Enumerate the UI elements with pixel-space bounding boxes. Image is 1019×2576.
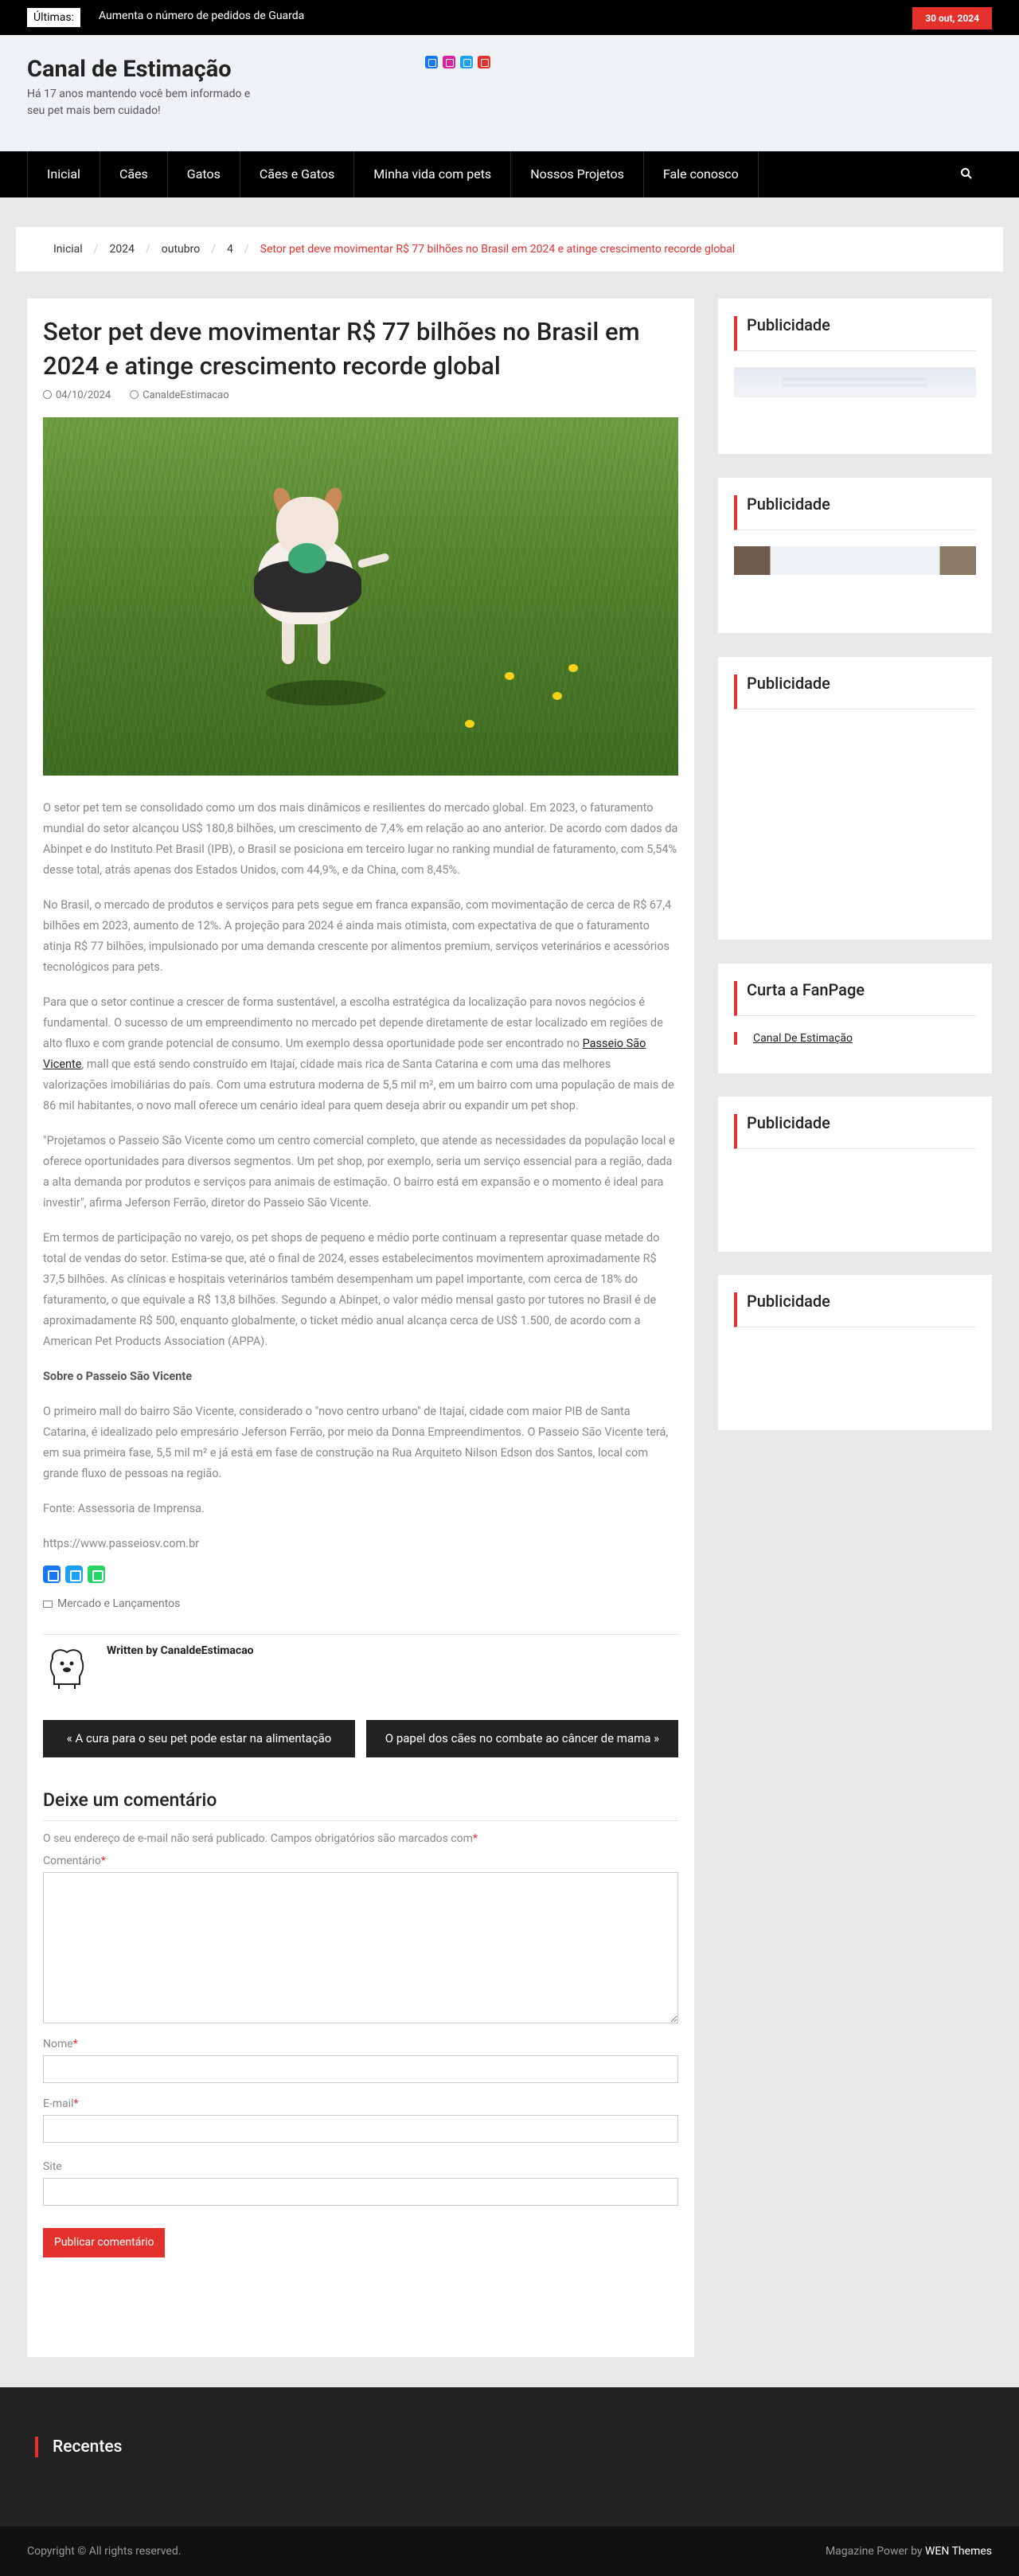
post-content (43, 798, 678, 1554)
folder-icon (43, 1601, 53, 1608)
site-label: Site (43, 2160, 62, 2173)
facebook-share-icon[interactable] (43, 1566, 61, 1583)
footer (0, 2387, 1019, 2527)
source-text: Fonte: Assessoria de Imprensa. (43, 1502, 205, 1515)
ad-banner[interactable] (734, 367, 976, 397)
post-title: Setor pet deve movimentar R$ 77 bilhões no Brasil em 2024 e atinge crescimento recorde global (43, 317, 640, 381)
twitter-icon[interactable] (460, 56, 473, 68)
nav-item-caes[interactable]: Cães (100, 151, 168, 197)
ad-widget-4 (718, 1096, 992, 1252)
ad-widget-5 (718, 1275, 992, 1430)
article-card (27, 299, 694, 2357)
sub-footer (0, 2527, 1019, 2576)
paragraph: O primeiro mall do bairro São Vicente, considerado o "novo centro urbano" de Itajaí, cidade com maior PIB de Santa Catarina, é idealizado pelo empresário Jeferson Ferrão, por meio da Donna Empreendimentos. O Passeio São Vicente terá, em sua primeira fase, 5,5 mil m² e já está em fase de construção na Rua Arquiteto Nilson Edson dos Santos, local com grande fluxo de pessoas na região. (43, 1405, 669, 1480)
ad-banner[interactable] (734, 546, 976, 575)
widget-title: Publicidade (734, 674, 976, 709)
author-box (43, 1634, 678, 1714)
social-links (425, 56, 490, 68)
source-url: https://www.passeiosv.com.br (43, 1537, 200, 1550)
paragraph: O setor pet tem se consolidado como um dos mais dinâmicos e resilientes do mercado global. Em 2023, o faturamento mundial do setor alcançou US$ 180,8 bilhões, um crescimento de 7,4% em relação ao ano anterior. De acordo com dados da Abinpet e do Instituto Pet Brasil (IPB), o Brasil se posiciona em terceiro lugar no ranking mundial de faturamento, com 5,54% desse total, atrás apenas dos Estados Unidos, com 44,9%, e da China, com 8,45%. (43, 801, 678, 877)
avatar (43, 1644, 91, 1692)
name-field[interactable] (43, 2055, 678, 2083)
search-icon[interactable] (960, 167, 973, 180)
paragraph: No Brasil, o mercado de produtos e serviços para pets segue em franca expansão, com movimentação de cerca de R$ 67,4 bilhões em 2023, aumento de 12%. A projeção para 2024 é ainda mais otimista, com expectativa de que o faturamento atinja R$ 77 bilhões, impulsionado por uma demanda crescente por alimentos premium, serviços veterinários e acessórios tecnológicos para pets. (43, 898, 672, 974)
breadcrumb-month[interactable]: outubro (161, 243, 201, 256)
fanpage-widget (718, 964, 992, 1073)
twitter-share-icon[interactable] (65, 1566, 83, 1583)
comment-label: Comentário* (43, 1855, 106, 1867)
name-label: Nome* (43, 2038, 78, 2050)
comment-textarea[interactable] (43, 1872, 678, 2023)
breadcrumb-current: Setor pet deve movimentar R$ 77 bilhões no Brasil em 2024 e atinge crescimento recorde global (260, 243, 736, 256)
nav-item-inicial[interactable]: Inicial (27, 151, 100, 197)
whatsapp-share-icon[interactable] (88, 1566, 105, 1583)
comments-title: Deixe um comentário (43, 1789, 678, 1821)
paragraph: "Projetamos o Passeio São Vicente como um centro comercial completo, que atende as necessidades da população local e oferece oportunidades para diversos segmentos. Um pet shop, por exemplo, seria um serviço essencial para a região, dada a alta demanda por produtos e serviços para animais de estimação. O bairro está em expansão e o momento é ideal para investir", afirma Jeferson Ferrão, diretor do Passeio São Vicente. (43, 1134, 675, 1210)
paragraph: Para que o setor continue a crescer de forma sustentável, a escolha estratégica da localização para novos negócios é fundamental. O sucesso de um empreendimento no mercado pet depende diretamente de estar localizado em regiões de alto fluxo e com grande potencial de consumo. Um exemplo dessa oportunidade pode ser encontrado no Passeio São Vicente, mall que está sendo construído em Itajaí, cidade mais rica de Santa Catarina e com uma das melhores valorizações imobiliárias do país. Com uma estrutura moderna de 5,5 mil m², em um bairro com uma população de mais de 86 mil habitantes, o novo mall oferece um cenário ideal para quem deseja abrir ou expandir um pet shop. (43, 995, 674, 1112)
written-by[interactable]: Written by CanaldeEstimacao (107, 1644, 254, 1657)
copyright: Copyright © All rights reserved. (27, 2545, 182, 2558)
comments-note: O seu endereço de e-mail não será publicado. Campos obrigatórios são marcados com* (43, 1832, 478, 1845)
site-description: Há 17 anos mantendo você bem informado e seu pet mais bem cuidado! (27, 88, 251, 117)
footer-recent-title: Recentes (35, 2437, 122, 2457)
post-author[interactable]: CanaldeEstimacao (130, 389, 228, 401)
submit-comment-button[interactable]: Publicar comentário (43, 2228, 165, 2257)
previous-post-button[interactable]: « A cura para o seu pet pode estar na alimentação (43, 1720, 355, 1757)
main-nav (0, 151, 1019, 197)
clock-icon (43, 390, 52, 399)
nav-item-contato[interactable]: Fale conosco (644, 151, 759, 197)
instagram-icon[interactable] (443, 56, 455, 68)
youtube-icon[interactable] (478, 56, 490, 68)
featured-image (43, 417, 678, 776)
widget-title: Publicidade (734, 1114, 976, 1149)
post-category (43, 1597, 678, 1610)
paragraph: Em termos de participação no varejo, os pet shops de pequeno e médio porte continuam a representar quase metade do total de vendas do setor. Estima-se que, até o final de 2024, esses estabelecimentos movimentem aproximadamente R$ 37,5 bilhões. As clínicas e hospitais veterinários também desempenham um papel importante, com cerca de 18% do faturamento, o que equivale a R$ 13,8 bilhões. Segundo a Abinpet, o valor médio mensal gasto por tutores no Brasil é de aproximadamente R$ 500, enquanto globalmente, o ticket médio anual alcança cerca de US$ 1.500, de acordo com a American Pet Products Association (APPA). (43, 1231, 660, 1348)
site-field[interactable] (43, 2178, 678, 2206)
breadcrumb-home[interactable]: Inicial (53, 243, 83, 256)
section-heading: Sobre o Passeio São Vicente (43, 1370, 193, 1383)
breadcrumb: Inicial / 2024 / outubro / 4 / Setor pet deve movimentar R$ 77 bilhões no Brasil em 2024 e atinge crescimento recorde global (16, 227, 1003, 272)
date-badge: 30 out, 2024 (912, 7, 992, 29)
facebook-icon[interactable] (425, 56, 438, 68)
email-label: E-mail* (43, 2097, 79, 2110)
post-meta (43, 389, 678, 401)
ad-widget-3 (718, 657, 992, 940)
ad-widget-1 (718, 299, 992, 454)
ad-widget-2 (718, 478, 992, 633)
widget-title: Curta a FanPage (734, 981, 976, 1016)
site-header (0, 35, 1019, 151)
post-date[interactable]: 04/10/2024 (43, 389, 111, 401)
category-link[interactable]: Mercado e Lançamentos (57, 1597, 181, 1610)
breadcrumb-year[interactable]: 2024 (109, 243, 135, 256)
breadcrumb-day[interactable]: 4 (226, 243, 233, 256)
email-field[interactable] (43, 2115, 678, 2143)
passeio-sao-vicente-link[interactable]: Passeio São Vicente (43, 1037, 646, 1071)
ticker-headline[interactable]: Aumenta o número de pedidos de Guarda (99, 10, 305, 22)
next-post-button[interactable]: O papel dos cães no combate ao câncer de mama » (366, 1720, 678, 1757)
ticker-label: Últimas: (27, 8, 80, 27)
share-buttons (43, 1566, 678, 1583)
top-bar (0, 0, 1019, 35)
fanpage-link[interactable]: Canal De Estimação (734, 1032, 976, 1045)
nav-item-projetos[interactable]: Nossos Projetos (511, 151, 644, 197)
theme-link[interactable]: WEN Themes (925, 2545, 992, 2558)
nav-item-gatos[interactable]: Gatos (168, 151, 240, 197)
widget-title: Publicidade (734, 1292, 976, 1327)
post-navigation (43, 1720, 678, 1757)
nav-item-minha-vida[interactable]: Minha vida com pets (354, 151, 511, 197)
theme-credit: Magazine Power by WEN Themes (825, 2545, 992, 2558)
widget-title: Publicidade (734, 316, 976, 351)
widget-title: Publicidade (734, 495, 976, 530)
nav-item-caes-e-gatos[interactable]: Cães e Gatos (240, 151, 354, 197)
site-title[interactable]: Canal de Estimação (27, 56, 232, 83)
user-icon (130, 390, 139, 399)
